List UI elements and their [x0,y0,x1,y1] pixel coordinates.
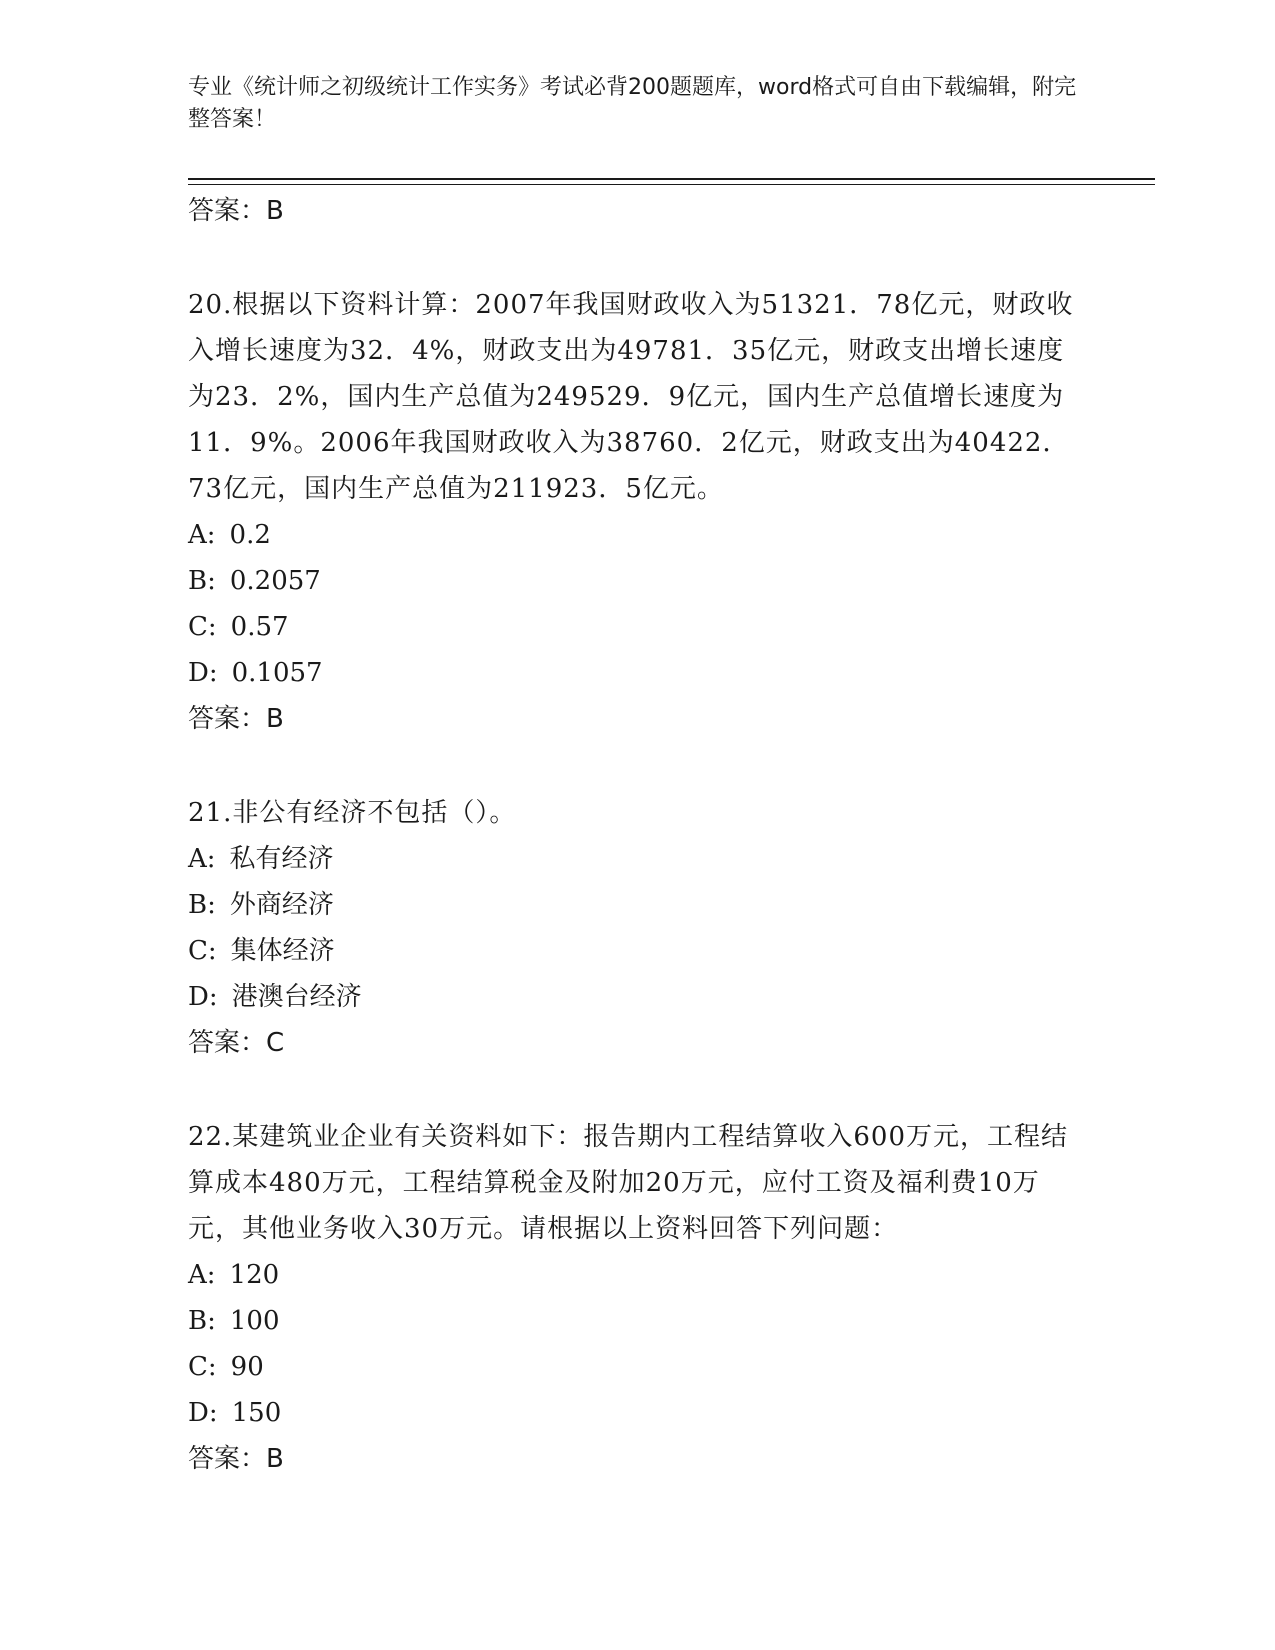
option-letter: B: [188,1306,216,1336]
header-divider-thick [188,178,1155,180]
option-text: 150 [231,1398,282,1428]
question-text [188,1114,1088,1252]
question-number: 21. [188,798,233,828]
option-a [188,512,1088,558]
header-divider-thin [188,184,1155,185]
option-text: 港澳台经济 [231,982,362,1012]
option-a [188,836,1088,882]
option-text: 0.2 [229,520,271,550]
option-letter: B: [188,890,216,920]
option-d [188,650,1088,696]
option-text: 集体经济 [230,936,335,966]
answer-line: 答案：C [188,1028,285,1058]
option-b [188,558,1088,604]
option-text: 外商经济 [229,890,334,920]
question-body: 根据以下资料计算：2007年我国财政收入为51321．78亿元，财政收入增长速度为32．4%，财政支出为49781．35亿元，财政支出增长速度为23．2%，国内生产总值为249529．9亿元，国内生产总值增长速度为11．9%。2006年我国财政收入为38760．2亿元，财政支出为40422．73亿元，国内生产总值为211923．5亿元。 [188,290,1074,504]
question-text [188,790,1088,836]
option-letter: D: [188,658,218,688]
option-c [188,1344,1088,1390]
option-letter: D: [188,982,218,1012]
answer-line: 答案：B [188,704,284,734]
question-22 [188,1114,1088,1482]
option-text: 90 [230,1352,264,1382]
option-letter: A: [188,844,216,874]
question-list [188,188,1088,1482]
question-text [188,282,1088,512]
answer-line: 答案：B [188,1444,284,1474]
answer-line: 答案：B [188,196,284,226]
option-letter: C: [188,612,217,642]
question-number: 20. [188,290,233,320]
option-text: 100 [229,1306,280,1336]
option-a [188,1252,1088,1298]
page-header: 专业《统计师之初级统计工作实务》考试必背200题题库，word格式可自由下载编辑，附完整答案！ [188,75,1077,132]
question-body: 非公有经济不包括（）。 [232,798,517,828]
option-letter: A: [188,520,216,550]
question-21 [188,790,1088,1066]
option-letter: C: [188,936,217,966]
option-letter: D: [188,1398,218,1428]
option-c [188,928,1088,974]
option-d [188,974,1088,1020]
option-letter: A: [188,1260,216,1290]
option-text: 0.1057 [231,658,323,688]
option-b [188,882,1088,928]
option-letter: C: [188,1352,217,1382]
option-text: 私有经济 [229,844,334,874]
question-body: 某建筑业企业有关资料如下：报告期内工程结算收入600万元，工程结算成本480万元，工程结算税金及附加20万元，应付工资及福利费10万元，其他业务收入30万元。请根据以上资料回答下列问题： [188,1122,1068,1244]
option-text: 0.2057 [229,566,321,596]
question-20 [188,282,1088,742]
question-number: 22. [188,1122,233,1152]
option-d [188,1390,1088,1436]
option-text: 120 [229,1260,280,1290]
option-text: 0.57 [230,612,289,642]
option-b [188,1298,1088,1344]
option-letter: B: [188,566,216,596]
option-c [188,604,1088,650]
